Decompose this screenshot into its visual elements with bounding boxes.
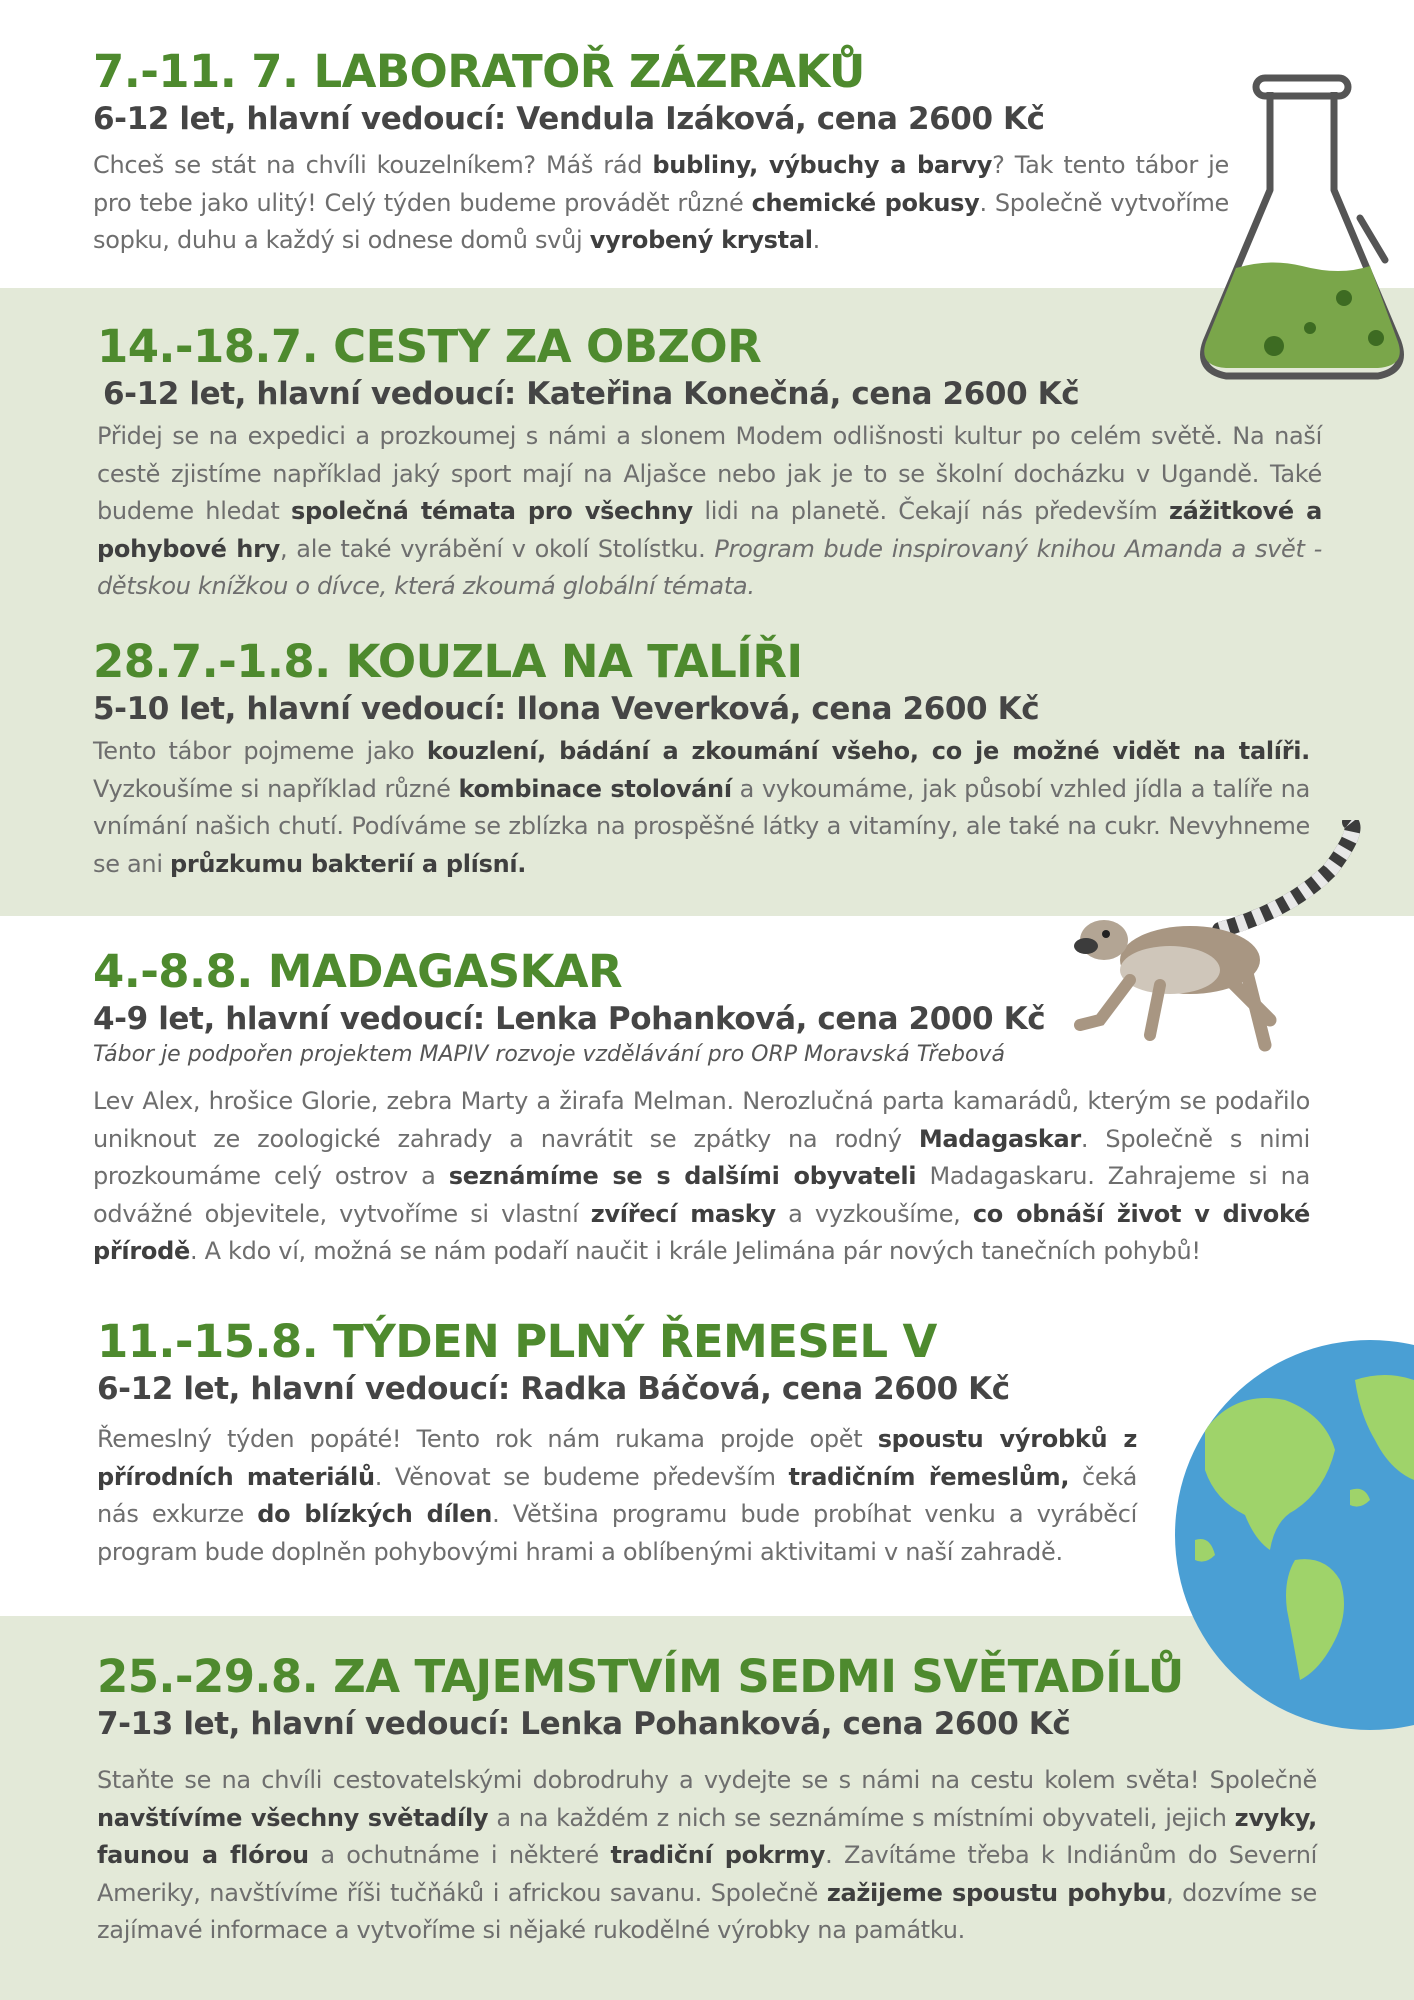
- camp-title: 14.-18.7. CESTY ZA OBZOR: [97, 320, 762, 373]
- camp-description: Lev Alex, hrošice Glorie, zebra Marty a žirafa Melman. Nerozlučná parta kamarádů, kterým se podařilo uniknout ze zoologické zahrady a navrátit se zpátky na rodný Madagaskar. Společně s nimi prozkoumáme celý ostrov a seznámíme se s dalšími obyvateli Madagaskaru. Zahrajeme si na odvážné objevitele, vytvoříme si vlastní zvířecí masky a vyzkoušíme, co obnáší život v divoké přírodě. A kdo ví, možná se nám podaří naučit i krále Jelimána pár nových tanečních pohybů!: [93, 1087, 1310, 1265]
- camp-description: Tento tábor pojmeme jako kouzlení, bádání a zkoumání všeho, co je možné vidět na talíři. Vyzkoušíme si například různé kombinace stolování a vykoumáme, jak působí vzhled jídla a talíře na vnímání našich chutí. Podíváme se zblízka na prospěšné látky a vitamíny, ale také na cukr. Nevyhneme se ani průzkumu bakterií a plísní.: [93, 737, 1310, 878]
- globe-illustration: [1175, 1340, 1414, 1730]
- camp-title: 11.-15.8. TÝDEN PLNÝ ŘEMESEL V: [97, 1315, 937, 1368]
- camp-description: Řemeslný týden popáté! Tento rok nám rukama projde opět spoustu výrobků z přírodních materiálů. Věnovat se budeme především tradičním řemeslům, čeká nás exkurze do blízkých dílen. Většina programu bude probíhat venku a vyráběcí program bude doplněn pohybovými hrami a oblíbenými aktivitami v naší zahradě.: [97, 1425, 1138, 1566]
- camp-title: 25.-29.8. ZA TAJEMSTVÍM SEDMI SVĚTADÍLŮ: [97, 1650, 1184, 1703]
- camp-subtitle: 7-13 let, hlavní vedoucí: Lenka Pohanková, cena 2600 Kč: [97, 1706, 1071, 1742]
- camp-subtitle: 6-12 let, hlavní vedoucí: Radka Báčová, cena 2600 Kč: [97, 1371, 1010, 1407]
- camp-funding-note: Tábor je podpořen projektem MAPIV rozvoje vzdělávání pro ORP Moravská Třebová: [93, 1042, 1005, 1067]
- camp-description: Staňte se na chvíli cestovatelskými dobrodruhy a vydejte se s námi na cestu kolem světa! Společně navštívíme všechny světadíly a na každém z nich se seznámíme s místními obyvateli, jejich zvyky, faunou a flórou a ochutnáme i některé tradiční pokrmy. Zavítáme třeba k Indiánům do Severní Ameriky, navštívíme říši tučňáků i africkou savanu. Společně zažijeme spoustu pohybu, dozvíme se zajímavé informace a vytvoříme si nějaké rukodělné výrobky na památku.: [97, 1766, 1317, 1944]
- flask-icon: [1190, 70, 1414, 400]
- camp-title: 28.7.-1.8. KOUZLA NA TALÍŘI: [93, 635, 803, 688]
- camp-description: Chceš se stát na chvíli kouzelníkem? Máš rád bubliny, výbuchy a barvy? Tak tento tábor je pro tebe jako ulitý! Celý týden budeme provádět různé chemické pokusy. Společně vytvoříme sopku, duhu a každý si odnese domů svůj vyrobený krystal.: [93, 151, 1229, 254]
- camp-description: Přidej se na expedici a prozkoumej s námi a slonem Modem odlišnosti kultur po celém světě. Na naší cestě zjistíme například jaký sport mají na Aljašce nebo jak je to se školní docházku v Ugandě. Také budeme hledat společná témata pro všechny lidi na planetě. Čekají nás především zážitkové a pohybové hry, ale také vyrábění v okolí Stolístku. Program bude inspirovaný knihou Amanda a svět - dětskou knížkou o dívce, která zkoumá globální témata.: [97, 422, 1322, 600]
- camp-subtitle: 5-10 let, hlavní vedoucí: Ilona Veverková, cena 2600 Kč: [93, 691, 1040, 727]
- lemur-illustration: [1060, 820, 1414, 1070]
- camp-title: 7.-11. 7. LABORATOŘ ZÁZRAKŮ: [93, 45, 865, 98]
- camp-subtitle: 4-9 let, hlavní vedoucí: Lenka Pohanková, cena 2000 Kč: [93, 1001, 1046, 1037]
- camp-svetadily: [97, 1650, 1317, 1950]
- camp-title: 4.-8.8. MADAGASKAR: [93, 945, 623, 998]
- camp-subtitle: 6-12 let, hlavní vedoucí: Kateřina Konečná, cena 2600 Kč: [103, 376, 1080, 412]
- camp-laborator: [93, 45, 1229, 260]
- camp-cesty: [97, 320, 1322, 606]
- camp-remesla: [97, 1315, 1137, 1571]
- camp-subtitle: 6-12 let, hlavní vedoucí: Vendula Izáková, cena 2600 Kč: [93, 101, 1045, 137]
